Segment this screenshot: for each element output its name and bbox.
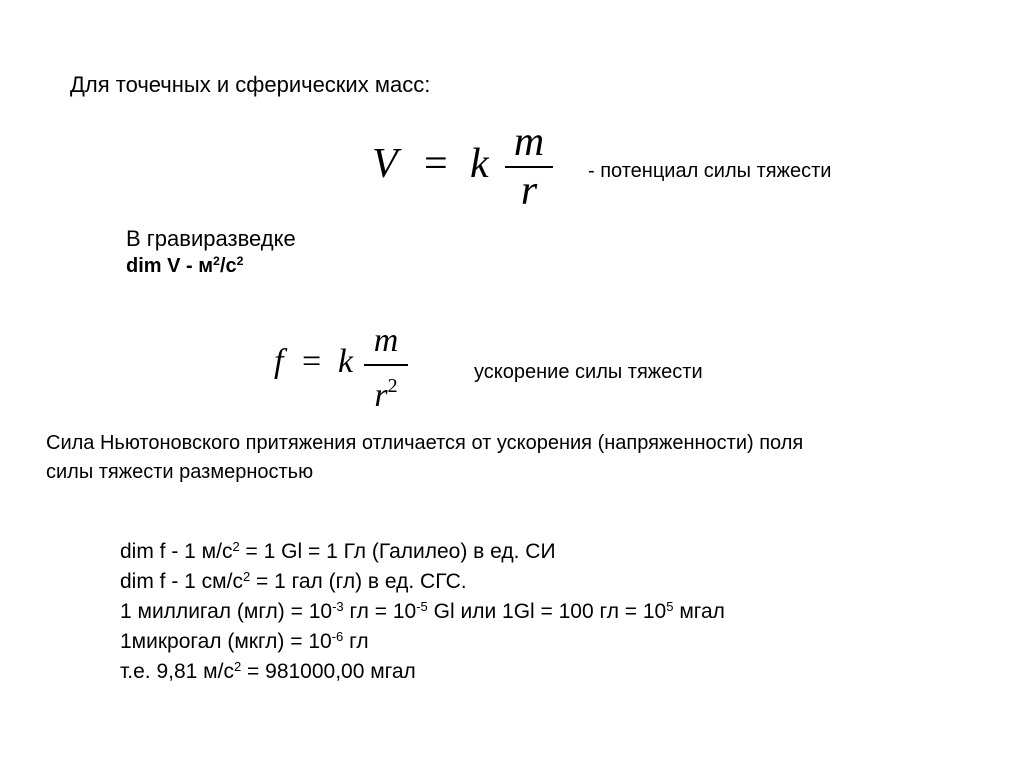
text: = 981000,00 мгал: [241, 660, 416, 683]
formula1-fraction: [505, 119, 553, 214]
formula2-coef: k: [338, 343, 354, 380]
formula1-numerator: m: [513, 119, 545, 165]
text: 1микрогал (мкгл) = 10: [120, 630, 332, 653]
exponent: -3: [332, 598, 344, 614]
exponent: 5: [666, 598, 674, 614]
heading: Для точечных и сферических масс:: [70, 72, 431, 97]
text: Gl или 1Gl = 100 гл = 10: [427, 600, 667, 623]
units-block: [120, 537, 725, 687]
grav-dim-mid: /с: [219, 255, 237, 277]
exponent: 2: [242, 568, 251, 584]
formula2-description: ускорение силы тяжести: [474, 361, 703, 383]
unit-line-example: [120, 657, 725, 687]
exponent: 2: [232, 538, 240, 554]
formula2-denominator: r: [374, 376, 388, 414]
formula2-den-exp: 2: [387, 374, 398, 397]
formula1-lhs: V: [372, 141, 398, 187]
formula1-coef: k: [470, 141, 489, 187]
para-line2: силы тяжести размерностью: [46, 461, 314, 483]
unit-line-si: [120, 537, 725, 567]
text: = 1 Gl = 1 Гл (Галилео) в ед. СИ: [239, 540, 556, 563]
formula2-fraction: [364, 324, 408, 420]
grav-line1: В гравиразведке: [126, 226, 296, 251]
text: т.е. 9,81 м/с: [120, 660, 234, 683]
grav-dim-exp2: 2: [236, 254, 244, 269]
unit-line-microgal: [120, 627, 725, 657]
text: 1 миллигал (мгл) = 10: [120, 600, 333, 623]
grav-dim-prefix: dim V - м: [126, 255, 214, 277]
text: гл = 10: [343, 600, 417, 623]
text: = 1 гал (гл) в ед. СГС.: [250, 570, 467, 593]
text: dim f - 1 см/с: [120, 570, 243, 593]
exponent: 2: [233, 658, 242, 674]
formula1-denominator: r: [520, 168, 538, 214]
formula1-description: - потенциал силы тяжести: [588, 160, 832, 182]
unit-line-cgs: [120, 567, 725, 597]
exponent: -6: [331, 628, 344, 644]
text: dim f - 1 м/с: [120, 540, 233, 563]
formula2-denominator-wrap: [374, 368, 397, 420]
para-line1: Сила Ньютоновского притяжения отличается от ускорения (напряженности) поля: [46, 432, 804, 454]
formula2-numerator: m: [373, 322, 399, 359]
formula2-lhs: f: [274, 343, 284, 380]
grav-dim-line: [126, 255, 244, 278]
exponent: -5: [416, 598, 428, 614]
text: мгал: [673, 600, 725, 623]
fraction-bar: [364, 364, 408, 366]
grav-dim-exp1: 2: [213, 254, 220, 269]
formula1-eq: =: [424, 141, 448, 187]
unit-line-milligal: [120, 597, 725, 627]
text: гл: [343, 630, 369, 653]
formula2-eq: =: [302, 343, 322, 380]
